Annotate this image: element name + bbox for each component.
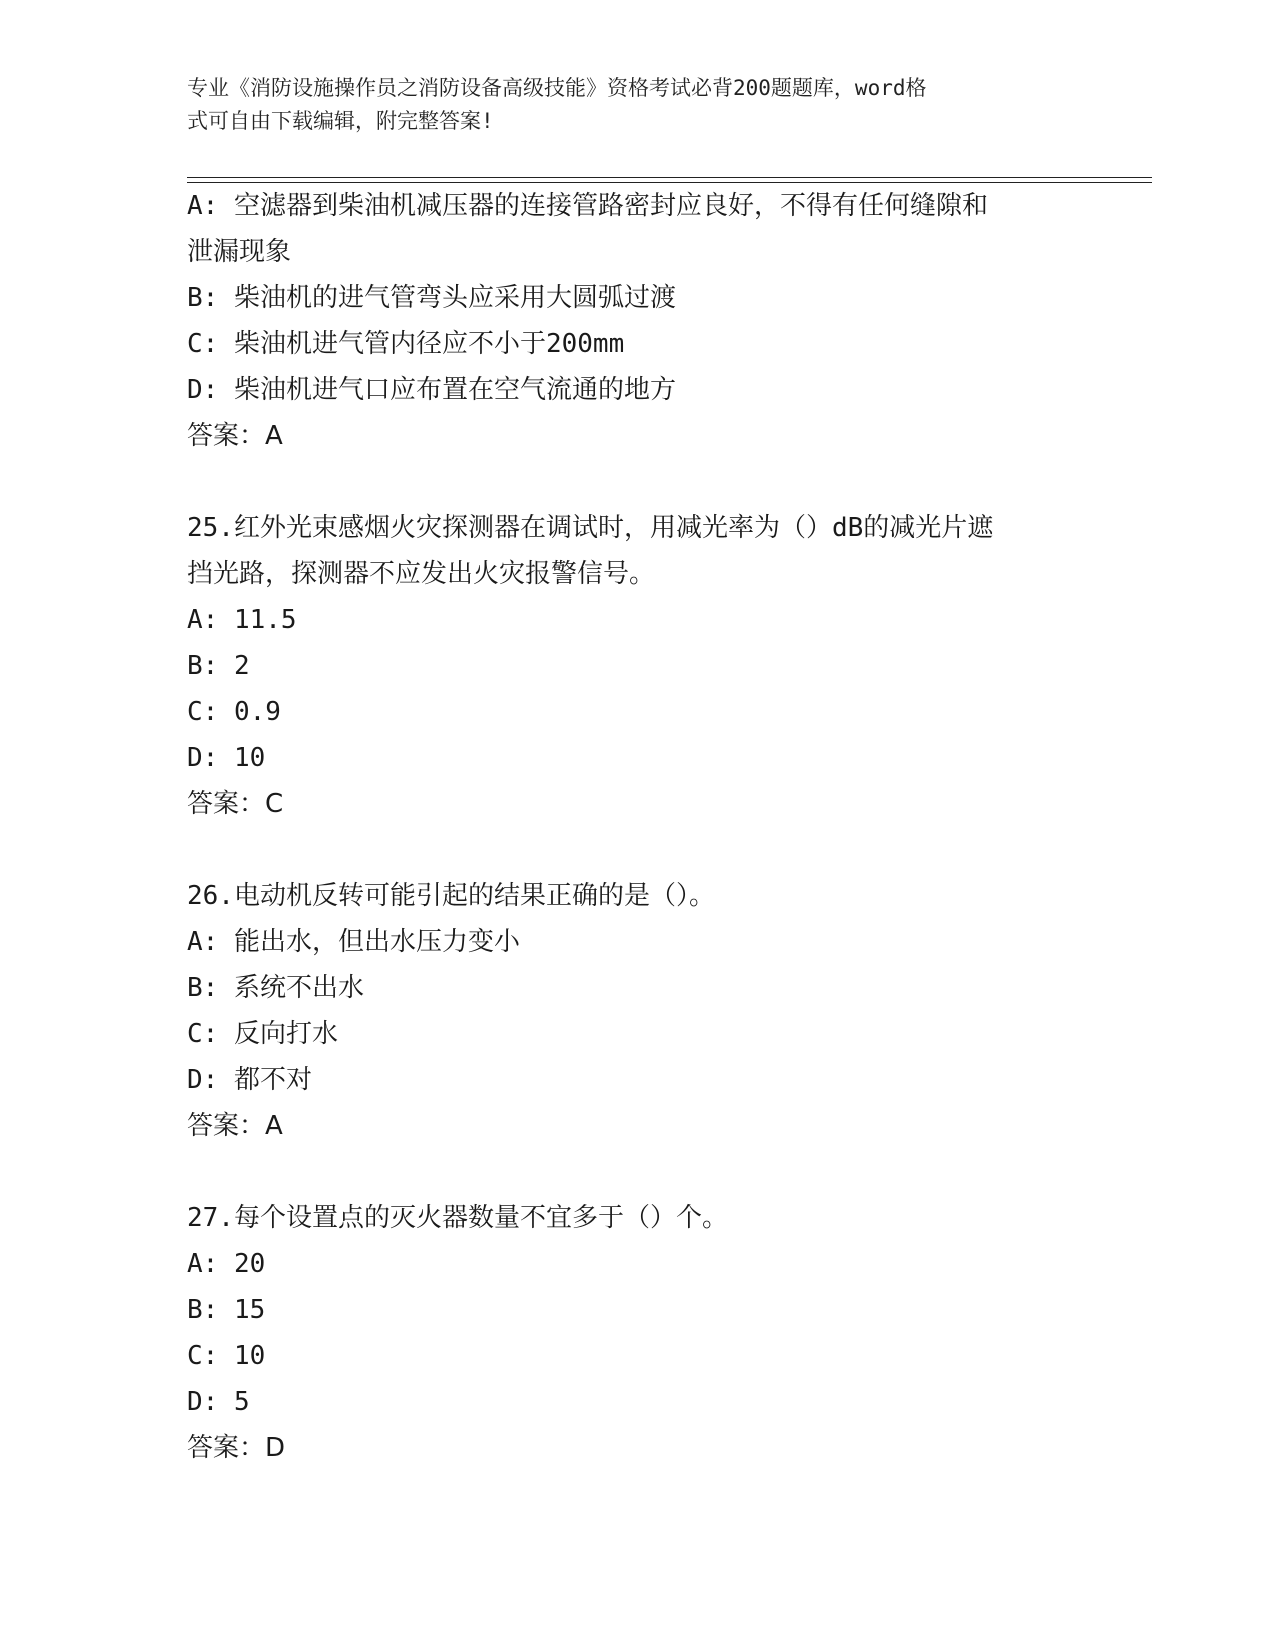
question-27 <box>187 1195 1087 1471</box>
option-d: D: 5 <box>187 1387 250 1417</box>
question-text: 27.每个设置点的灭火器数量不宜多于（）个。 <box>187 1203 728 1233</box>
header-divider-top <box>187 177 1152 178</box>
option-b: B: 2 <box>187 651 250 681</box>
answer: 答案：A <box>187 421 283 451</box>
answer: 答案：A <box>187 1111 283 1141</box>
option-b: B: 15 <box>187 1295 266 1325</box>
answer: 答案：D <box>187 1433 286 1463</box>
option-c: C: 反向打水 <box>187 1019 338 1049</box>
question-text-line-2: 挡光路，探测器不应发出火灾报警信号。 <box>187 559 656 589</box>
option-a-line-1: A: 空滤器到柴油机减压器的连接管路密封应良好，不得有任何缝隙和 <box>187 191 988 221</box>
option-d: D: 10 <box>187 743 266 773</box>
question-24-options <box>187 183 1087 459</box>
option-a: A: 20 <box>187 1249 266 1279</box>
question-26 <box>187 873 1087 1149</box>
question-list <box>187 183 1087 1471</box>
option-a-line-2: 泄漏现象 <box>187 237 292 267</box>
question-text-line-1: 25.红外光束感烟火灾探测器在调试时，用减光率为（）dB的减光片遮 <box>187 513 994 543</box>
header-line-2: 式可自由下载编辑，附完整答案! <box>187 109 494 133</box>
spacer <box>187 827 1087 873</box>
option-a: A: 能出水，但出水压力变小 <box>187 927 520 957</box>
option-d: D: 柴油机进气口应布置在空气流通的地方 <box>187 375 676 405</box>
question-25 <box>187 505 1087 827</box>
spacer <box>187 1149 1087 1195</box>
spacer <box>187 459 1087 505</box>
question-text: 26.电动机反转可能引起的结果正确的是（）。 <box>187 881 715 911</box>
option-b: B: 柴油机的进气管弯头应采用大圆弧过渡 <box>187 283 676 313</box>
answer: 答案：C <box>187 789 284 819</box>
option-a: A: 11.5 <box>187 605 297 635</box>
option-c: C: 0.9 <box>187 697 281 727</box>
header-line-1: 专业《消防设施操作员之消防设备高级技能》资格考试必背200题题库，word格 <box>187 76 927 100</box>
document-header <box>187 72 1067 138</box>
option-d: D: 都不对 <box>187 1065 312 1095</box>
option-c: C: 柴油机进气管内径应不小于200mm <box>187 329 625 359</box>
option-b: B: 系统不出水 <box>187 973 364 1003</box>
option-c: C: 10 <box>187 1341 266 1371</box>
